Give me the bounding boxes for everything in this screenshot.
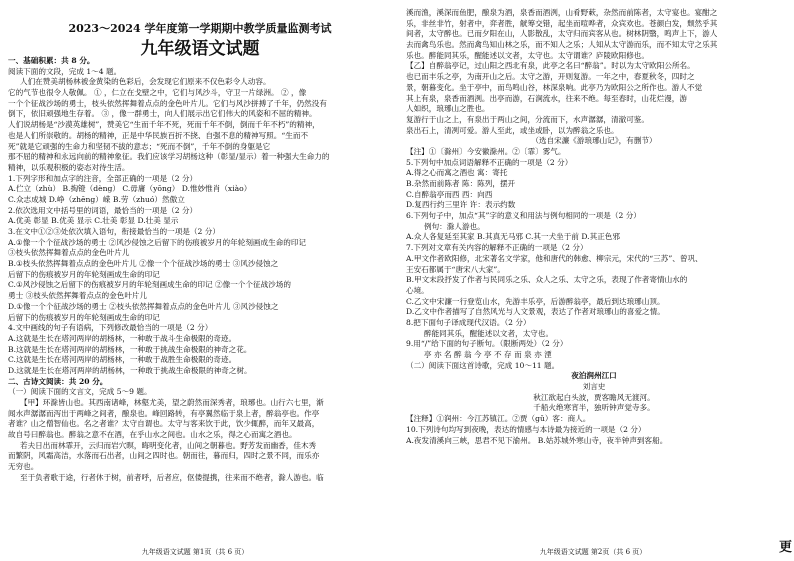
- text-line: B.这就是生长在塔河两岸的胡杨林，一种敢于挑战生命极限的神奇之花。: [8, 344, 252, 354]
- page-left: [0, 0, 390, 561]
- text-line: 【注】①〔滁州〕今安徽滁州。②〔霏〕雾气。: [406, 146, 566, 156]
- text-line: 人如织，琅琊山之胜也。: [406, 104, 490, 114]
- text-line: 景，朝暮变化。坐于亭中，而鸟鸣山谷，林深泉响。此亭乃为欧阳公之所作也。游人不觉: [406, 82, 703, 92]
- right-footer: 九年级语文试题 第2页（共 6 页）: [539, 548, 647, 556]
- text-line: 勇士 ③枝头依然挥舞着点点的金色叶片儿: [8, 291, 148, 301]
- text-line: 也已而丰乐之亭，为南开山之后。太守之游，开则复游。一年之中，春夏秋冬，四时之: [406, 72, 695, 82]
- text-line: A.众人各复延至其家 B.其真无马邪 C.其一犬坐于前 D.其正色邪: [406, 232, 620, 242]
- text-line: 者谁？山之僧智仙也。名之者谁？太守自谓也。太守与客来饮于此，饮少辄醉，而年又最高，: [8, 419, 320, 429]
- text-line: （选自宋濂《游琅琊山记》，有删节）: [531, 136, 657, 146]
- text-line: 8.把下面句子译成现代汉语。（2 分）: [406, 317, 531, 327]
- text-line: 人们说胡杨是“沙漠英雄树”，赞美它“生而千年不死，死而千年不倒，倒而千年不朽”的精神，: [8, 120, 320, 130]
- left-text-block: [8, 56, 384, 484]
- text-line: A.甲文作者欧阳修，北宋著名文学家，他和唐代的韩愈、柳宗元，宋代的“三苏”、曾巩、: [406, 253, 703, 263]
- text-line: 精神，以乐观积极的姿态对待生活。: [8, 162, 130, 172]
- left-footer: 九年级语文试题 第1页（共 6 页）: [141, 548, 249, 556]
- page-right: [398, 0, 788, 561]
- text-line: 【甲】环滁皆山也。其西南诸峰，林壑尤美，望之蔚然而深秀者，琅琊也。山行六七里，渐: [20, 398, 324, 407]
- text-line: 至于负者歌于途，行者休于树，前者呼，后者应，伛偻提携，往来而不绝者，滁人游也。临: [20, 472, 324, 482]
- text-line: 二、古诗文阅读：共 20 分。: [8, 376, 108, 386]
- text-line: 7.下列对文章有关内容的解释不正确的一项是（2 分）: [406, 243, 588, 253]
- right-text-block: [406, 8, 782, 446]
- text-line: 9.用“/”给下面的句子断句。（限断两处）（2 分）: [406, 339, 568, 349]
- text-line: 倒下，依旧顽强地生存着。 ③ ，像一群勇士，向人们展示出它们伟大的风姿和不屈的精神。: [8, 109, 317, 119]
- text-line: A.①像一个个征战沙场的勇士 ②风沙侵蚀之后留下的伤痕被岁月的年轮刻画成生命的印记: [8, 237, 307, 247]
- text-line: A.夜发清溪向三峡，思君不见下渝州。 B.姑苏城外寒山寺，夜半钟声到客船。: [406, 435, 668, 445]
- text-line: 10.下列诗句均写到夜晚，表达的情感与本诗最为接近的一项是（2 分）: [406, 424, 646, 434]
- text-line: 间者，太守醉也。已而夕阳在山，人影散乱，太守归而宾客从也。树林阴翳，鸣声上下，游人: [406, 29, 718, 39]
- text-line: 后留下的伤痕被岁月的年轮刻画成生命的印记: [8, 269, 160, 279]
- exam-title: 2023～2024 学年度第一学期期中教学质量监测考试: [68, 22, 332, 35]
- text-line: A.优美 彰显 B.优美 显示 C.壮美 彰显 D.壮美 显示: [8, 216, 179, 226]
- text-line: 2.依次选用文中括号里的词语，最恰当的一项是（2 分）: [8, 205, 198, 215]
- text-line: 它的气节也很令人敬佩。 ① ，仁立在戈壁之中，它们与风沙斗，守卫一片绿洲。 ② ，像: [8, 88, 307, 98]
- corner-mark: 更: [778, 540, 792, 555]
- text-line: B.①枝头依然挥舞着点点的金色叶片儿 ②像一个个征战沙场的勇士 ③风沙侵蚀之: [8, 259, 279, 269]
- text-line: D.①像一个个征战沙场的勇士 ②枝头依然挥舞着点点的金色叶片儿 ③风沙侵蚀之: [8, 301, 279, 311]
- text-line: 人们在赞美胡杨林被金黄染的色彩后，会发现它们原来不仅色彩令人动容。: [20, 77, 271, 87]
- text-line: A.这就是生长在塔河两岸的胡杨林，一种敢于战斗生命极限的奇迹。: [8, 333, 237, 343]
- text-line: 那不屈的精神和永远向前的精神象征。我们应该学习胡杨这种（彰显/显示）着一种强大生命力的: [8, 152, 330, 162]
- text-line: 一个个征战沙场的勇士，枝头依然挥舞着点点的金色叶片儿。它们与风沙拼搏了千年，仍然没有: [8, 98, 327, 108]
- text-line: 而繁阴，风霜高洁，水落而石出者，山间之四时也。朝而往，暮而归，四时之景不同，而乐亦: [8, 451, 320, 461]
- text-line: 4.文中画线的句子有语病，下列修改最恰当的一项是（2 分）: [8, 323, 213, 333]
- text-line: 后留下的伤痕被岁月的年轮刻画成生命的印记: [8, 312, 160, 322]
- text-line: 阅读下面的文段，完成 1～4 题。: [8, 66, 122, 76]
- text-line: D.复西行约三里许 许：表示约数: [406, 200, 516, 210]
- text-line: （二）阅读下面这首诗歌，完成 10～11 题。: [406, 360, 560, 370]
- text-line: 乐，非丝非竹，射者中，弈者胜，觥筹交错，起坐而喧哗者，众宾欢也。苍颜白发，颓然乎其: [406, 18, 718, 28]
- text-line: B.甲文末段抒发了作者与民同乐之乐、众人之乐、太守之乐，表现了作者寄情山水的: [406, 275, 688, 285]
- text-line: 亭 亦 名 醉 翁 今 亭 不 存 而 泉 亦 湮: [424, 350, 552, 359]
- text-line: （一）阅读下面的文言文，完成 5～9 题。: [8, 387, 152, 397]
- text-line: 死”就是它顽强的生命力和坚韧不拔的意志；“死而不倒”，千年不倒的身躯是它: [8, 141, 271, 151]
- text-line: 无穷也。: [8, 462, 39, 472]
- text-line: 例句：滁人游也。: [424, 221, 485, 231]
- text-line: 也是人们所崇敬的。胡杨的精神，正是中华民族百折不挠、自强不息的精神写照。“生而不: [8, 130, 309, 140]
- text-line: 3.在文中①②③处依次填入语句，衔接最恰当的一项是（2 分）: [8, 227, 220, 236]
- text-line: C.这就是生长在塔河两岸的胡杨林，一种敢于战胜生命极限的奇迹。: [8, 355, 237, 365]
- text-line: 秋江欲起白头波，贾客瞻风无渡河。: [533, 392, 655, 402]
- text-line: C.自醉翁亭而西 西：向西: [406, 189, 493, 199]
- text-line: 一、基础积累：共 8 分。: [8, 56, 95, 65]
- text-line: 1.下列字形和加点字的注音，全部正确的一项是（2 分）: [8, 173, 198, 183]
- text-line: 乐也。醉能同其乐，醒能述以文者，太守也。太守谓谁？庐陵欧阳修也。: [406, 50, 649, 60]
- text-line: 夜泊润州江口: [571, 371, 617, 381]
- text-line: 故自号曰醉翁也。醉翁之意不在酒，在乎山水之间也。山水之乐，得之心而寓之酒也。: [8, 430, 297, 440]
- text-line: 若夫日出而林霏开，云归而岩穴暝，晦明变化者，山间之朝暮也。野芳发而幽香，佳木秀: [20, 440, 317, 450]
- text-line: ③枝头依然挥舞着点点的金色叶片儿: [8, 248, 130, 258]
- text-line: 闻水声潺潺而泻出于两峰之间者，酿泉也。峰回路转，有亭翼然临于泉上者，醉翁亭也。作亭: [8, 408, 320, 418]
- text-line: 【注释】①润州：今江苏镇江。②贾（gǔ）客：商人。: [406, 414, 591, 424]
- text-line: 溪而渔，溪深而鱼肥，酿泉为酒，泉香而酒洌，山肴野蔌，杂然而前陈者，太守宴也。宴酣之: [406, 8, 718, 17]
- text-line: C.众志成城 D.峥（zhēng）嵘 B.劳（zhuó）然傲立: [8, 194, 185, 204]
- text-line: 刘言史: [582, 382, 606, 392]
- text-line: 6.下列句子中，加点“其”字的意义和用法与例句相同的一项是（2 分）: [406, 211, 641, 221]
- text-line: 醉能同其乐，醒能述以文者，太守也。: [424, 328, 554, 338]
- text-line: A.得之心而寓之酒也 寓：寄托: [406, 168, 508, 178]
- text-line: 复游行于山之上，有泉出于两山之间，分流而下，水声潺潺，清澈可鉴。: [406, 114, 649, 124]
- text-line: 王安石都属于“唐宋八大家”。: [406, 264, 505, 274]
- text-line: A.伫立（zhù） B.掏镫（dèng） C.毋庸（yōng） D.惟妙惟肖（xiào）: [8, 184, 252, 194]
- text-line: 千船火绝寒宵半，独听钟声觉寺多。: [533, 403, 655, 413]
- text-line: C.①风沙侵蚀之后留下的伤痕被岁月的年轮刻画成生命的印记 ②像一个个征战沙场的: [8, 280, 291, 290]
- text-line: D.乙文中作者描写了自然风光与人文景观，表达了作者对琅琊山的喜爱之情。: [406, 307, 665, 317]
- paper-title: 九年级语文试题: [140, 39, 260, 59]
- text-line: 心境。: [406, 285, 429, 295]
- text-line: C.乙文中宋濂一行登览山水，先游丰乐亭，后游醉翁亭，最后到达琅琊山顶。: [406, 296, 665, 306]
- text-line: 泉出石上，清冽可爱。游人至此，或坐或卧，以为醉翁之乐也。: [406, 125, 619, 135]
- text-line: 其上有泉，泉香而酒洌。出亭而游，石涧流水，往来不绝。每至春时，山花烂漫，游: [406, 93, 687, 103]
- text-line: D.这就是生长在塔河两岸的胡杨林，一种敢于挑战生命极限的神奇之树。: [8, 365, 252, 375]
- text-line: 【乙】自醉翁亭记，过山阳之西北有泉，此亭之名曰“醉翁”。时以为太守欧阳公所名。: [406, 61, 695, 71]
- text-line: 5.下列句中加点词语解释不正确的一项是（2 分）: [406, 157, 573, 167]
- text-line: B.杂然而前陈者 陈：陈列，摆开: [406, 179, 516, 188]
- text-line: 去而禽鸟乐也。然而禽鸟知山林之乐，而不知人之乐；人知从太守游而乐，而不知太守之乐其: [406, 40, 718, 50]
